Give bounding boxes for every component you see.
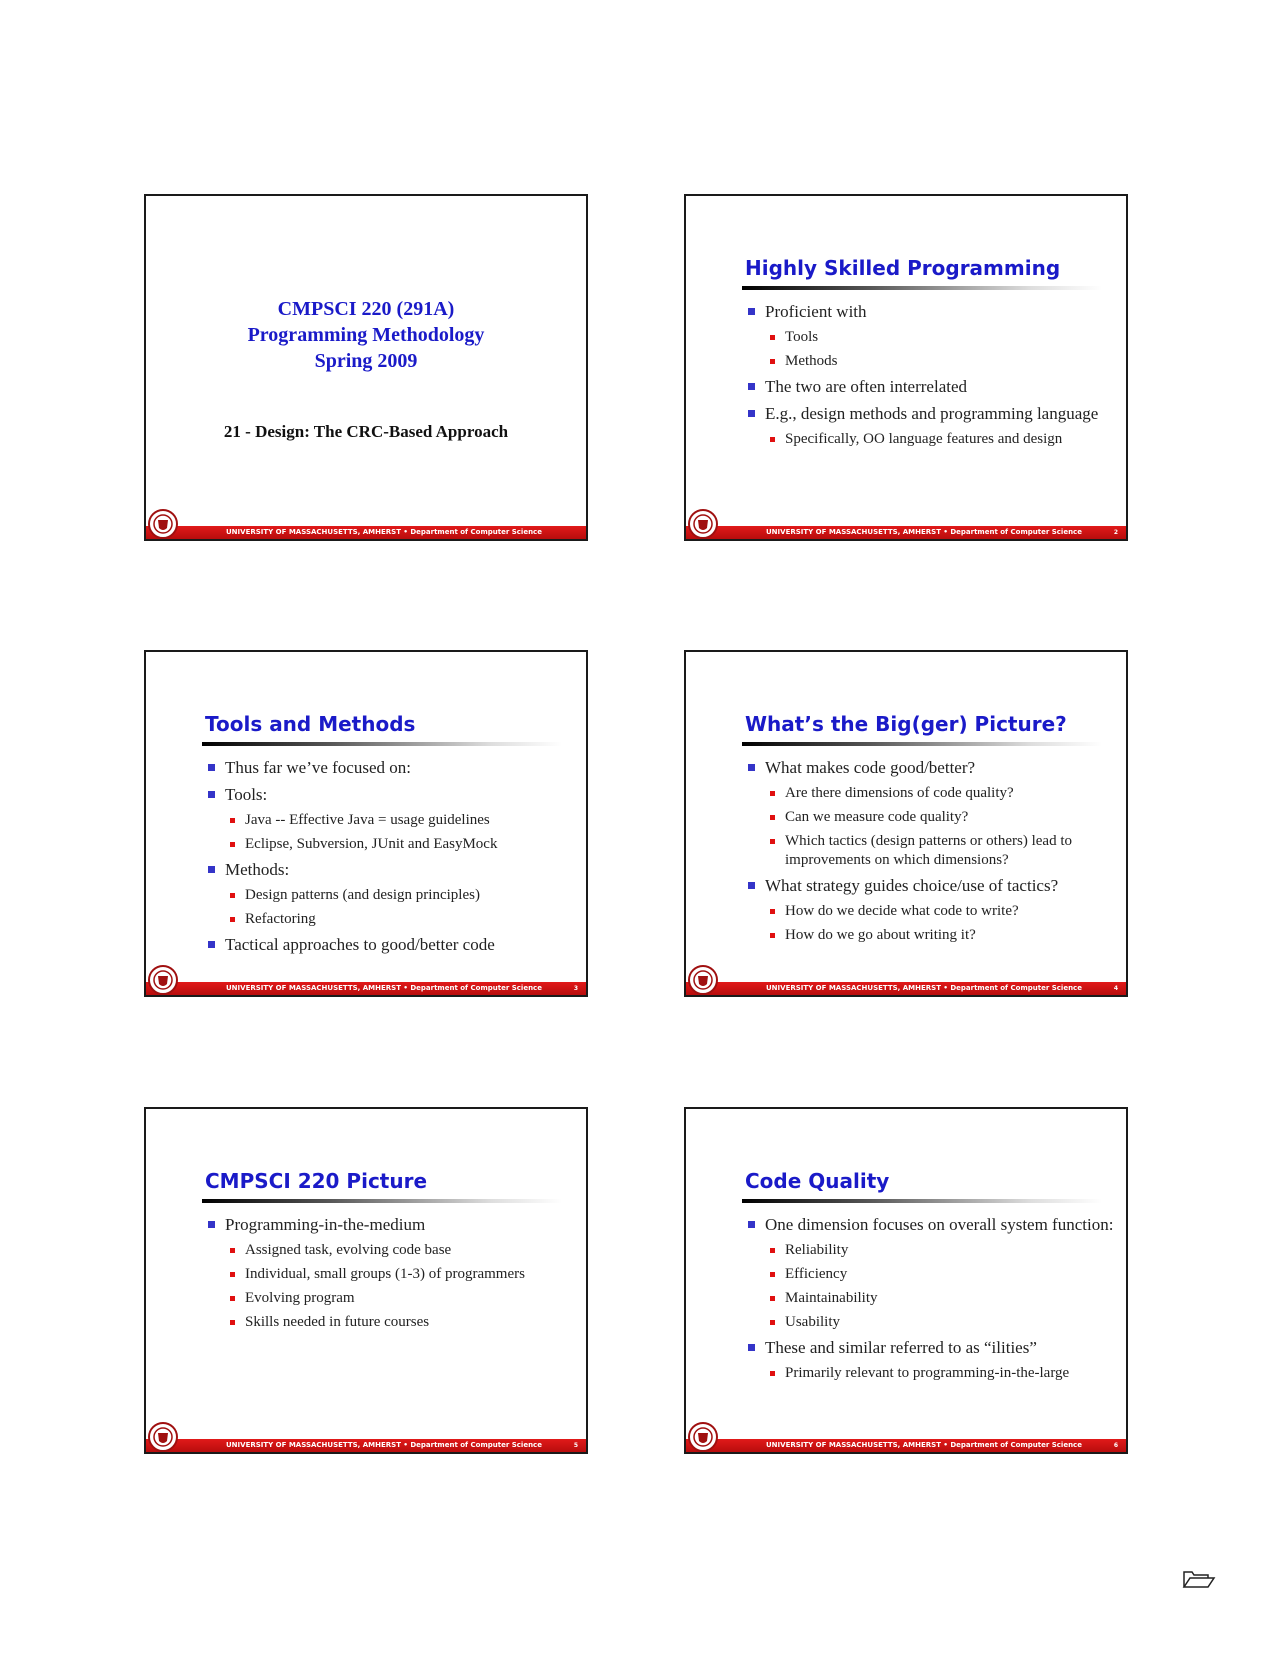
sub-bullet: Maintainability bbox=[767, 1289, 1119, 1308]
slide-heading: CMPSCI 220 Picture bbox=[205, 1169, 428, 1193]
university-seal-icon bbox=[688, 965, 718, 995]
bullet: Proficient with bbox=[747, 301, 1119, 322]
slide-6 bbox=[684, 1107, 1128, 1454]
slide-heading: Highly Skilled Programming bbox=[745, 256, 1061, 280]
footer-text: UNIVERSITY OF MASSACHUSETTS, AMHERST • Department of Computer Science bbox=[226, 1441, 542, 1449]
slide-1 bbox=[144, 194, 588, 541]
slide-subtitle: 21 - Design: The CRC-Based Approach bbox=[223, 422, 509, 441]
page-number: 6 bbox=[1113, 1442, 1118, 1449]
bullet: Tools: bbox=[207, 784, 579, 805]
footer-text: UNIVERSITY OF MASSACHUSETTS, AMHERST • Department of Computer Science bbox=[766, 984, 1082, 992]
page-number: 5 bbox=[573, 1442, 578, 1449]
sub-bullet: Specifically, OO language features and design bbox=[767, 430, 1119, 449]
slide-heading: What’s the Big(ger) Picture? bbox=[745, 712, 1067, 736]
slide-body bbox=[207, 1214, 579, 1337]
slide-heading: Code Quality bbox=[745, 1169, 890, 1193]
page-number: 4 bbox=[1113, 985, 1118, 992]
university-seal-icon bbox=[148, 1422, 178, 1452]
title-line: Spring 2009 bbox=[314, 350, 418, 372]
slide-body bbox=[747, 301, 1119, 454]
slide-2 bbox=[684, 194, 1128, 541]
bullet: The two are often interrelated bbox=[747, 376, 1119, 397]
slide-title bbox=[146, 296, 586, 374]
sub-bullet: Primarily relevant to programming-in-the-large bbox=[767, 1364, 1119, 1383]
slide-heading: Tools and Methods bbox=[205, 712, 416, 736]
sub-bullet: Can we measure code quality? bbox=[767, 808, 1119, 827]
sub-bullet: Individual, small groups (1-3) of programmers bbox=[227, 1265, 579, 1284]
bullet: What makes code good/better? bbox=[747, 757, 1119, 778]
university-seal-icon bbox=[148, 965, 178, 995]
university-seal-icon bbox=[688, 509, 718, 539]
sub-bullet: Methods bbox=[767, 352, 1119, 371]
footer-text: UNIVERSITY OF MASSACHUSETTS, AMHERST • Department of Computer Science bbox=[226, 528, 542, 536]
sub-bullet: Which tactics (design patterns or others) lead to improvements on which dimensions? bbox=[767, 832, 1119, 870]
bullet: These and similar referred to as “ilities” bbox=[747, 1337, 1119, 1358]
bullet: Methods: bbox=[207, 859, 579, 880]
bullet: What strategy guides choice/use of tactics? bbox=[747, 875, 1119, 896]
bullet: E.g., design methods and programming language bbox=[747, 403, 1119, 424]
sub-bullet: Eclipse, Subversion, JUnit and EasyMock bbox=[227, 835, 579, 854]
sub-bullet: Java -- Effective Java = usage guidelines bbox=[227, 811, 579, 830]
sub-bullet: How do we go about writing it? bbox=[767, 926, 1119, 945]
bullet: One dimension focuses on overall system function: bbox=[747, 1214, 1119, 1235]
heading-rule bbox=[742, 286, 1102, 290]
sub-bullet: Reliability bbox=[767, 1241, 1119, 1260]
sub-bullet: Refactoring bbox=[227, 910, 579, 929]
page-number: 2 bbox=[1113, 529, 1118, 536]
bullet: Tactical approaches to good/better code bbox=[207, 934, 579, 955]
bullet: Programming-in-the-medium bbox=[207, 1214, 579, 1235]
university-seal-icon bbox=[688, 1422, 718, 1452]
slide-footer bbox=[686, 1439, 1126, 1452]
slide-footer bbox=[686, 982, 1126, 995]
slide-5 bbox=[144, 1107, 588, 1454]
university-seal-icon bbox=[148, 509, 178, 539]
heading-rule bbox=[202, 1199, 562, 1203]
sub-bullet: Design patterns (and design principles) bbox=[227, 886, 579, 905]
slide-footer bbox=[686, 526, 1126, 539]
sub-bullet: Tools bbox=[767, 328, 1119, 347]
slide-body bbox=[747, 1214, 1119, 1388]
bullet: Thus far we’ve focused on: bbox=[207, 757, 579, 778]
folder-open-icon[interactable] bbox=[1182, 1569, 1216, 1589]
slide-3 bbox=[144, 650, 588, 997]
sub-bullet: Usability bbox=[767, 1313, 1119, 1332]
slide-4 bbox=[684, 650, 1128, 997]
slide-body bbox=[207, 757, 579, 961]
page-number: 3 bbox=[573, 985, 578, 992]
sub-bullet: Skills needed in future courses bbox=[227, 1313, 579, 1332]
slide-footer bbox=[146, 1439, 586, 1452]
title-line: Programming Methodology bbox=[247, 324, 485, 346]
sub-bullet: Evolving program bbox=[227, 1289, 579, 1308]
heading-rule bbox=[742, 742, 1102, 746]
sub-bullet: Are there dimensions of code quality? bbox=[767, 784, 1119, 803]
slide-footer bbox=[146, 526, 586, 539]
heading-rule bbox=[742, 1199, 1102, 1203]
sub-bullet: How do we decide what code to write? bbox=[767, 902, 1119, 921]
footer-text: UNIVERSITY OF MASSACHUSETTS, AMHERST • Department of Computer Science bbox=[226, 984, 542, 992]
sub-bullet: Assigned task, evolving code base bbox=[227, 1241, 579, 1260]
slide-body bbox=[747, 757, 1119, 950]
heading-rule bbox=[202, 742, 562, 746]
sub-bullet: Efficiency bbox=[767, 1265, 1119, 1284]
title-line: CMPSCI 220 (291A) bbox=[277, 298, 455, 320]
slide-footer bbox=[146, 982, 586, 995]
footer-text: UNIVERSITY OF MASSACHUSETTS, AMHERST • Department of Computer Science bbox=[766, 528, 1082, 536]
footer-text: UNIVERSITY OF MASSACHUSETTS, AMHERST • Department of Computer Science bbox=[766, 1441, 1082, 1449]
